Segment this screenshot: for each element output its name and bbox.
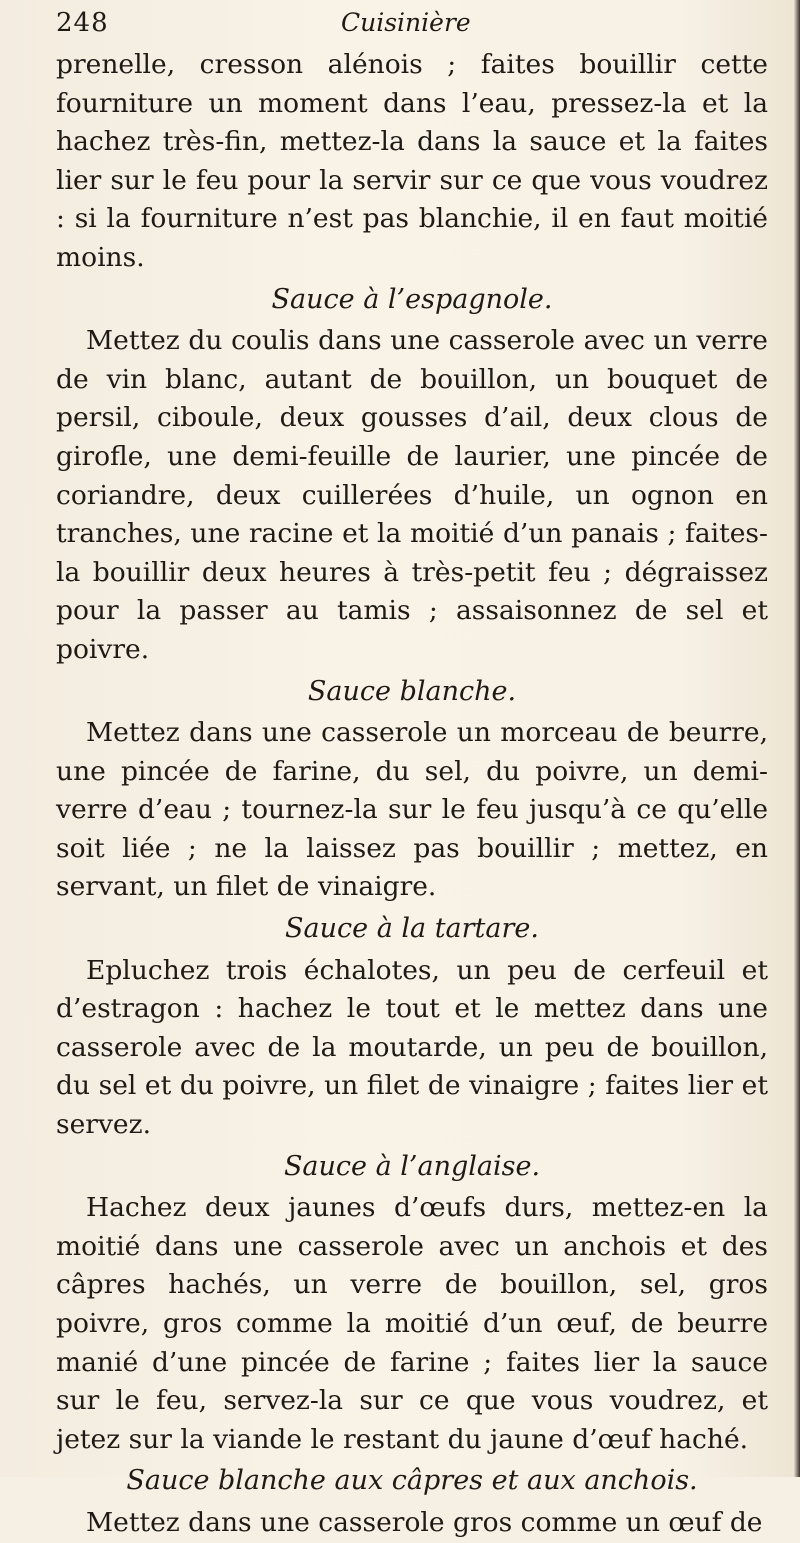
running-title: Cuisinière (341, 8, 471, 37)
continued-paragraph: prenelle, cresson alénois ; faites bouillir cette fourniture un moment dans l’eau, pressez-la et la hachez très-fin, mettez-la dans la sauce et la faites lier sur le feu pour la servir sur ce que vous voudrez : si la fourniture n’est pas blanchie, il en faut moitié moins. (56, 49, 768, 273)
recipe-text-espagnole: Mettez du coulis dans une casserole avec un verre de vin blanc, autant de bouillon, un bouquet de persil, ciboule, deux gousses d’ail, deux clous de girofle, une demi-feuille de laurier, une pincée de coriandre, deux cuillerées d’huile, un ognon en tranches, une racine et la moitié d’un panais ; faites-la bouillir deux heures à très-petit feu ; dégraissez pour la passer au tamis ; assaisonnez de sel et poivre. (56, 325, 768, 665)
page-edge-shadow (794, 0, 800, 1477)
recipe-heading-tartare: Sauce à la tartare. (285, 913, 539, 945)
page-header (56, 8, 756, 42)
recipe-text-blanche: Mettez dans une casserole un morceau de beurre, une pincée de farine, du sel, du poivre, un demi-verre d’eau ; tournez-la sur le feu jusqu’à ce qu’elle soit liée ; ne la laissez pas bouillir ; mettez, en servant, un filet de vinaigre. (56, 717, 768, 903)
recipe-heading-espagnole: Sauce à l’espagnole. (271, 283, 553, 315)
page-number: 248 (56, 8, 109, 38)
recipe-heading-anglaise: Sauce à l’anglaise. (283, 1150, 541, 1182)
page-body (56, 46, 768, 1543)
recipe-heading-blanche: Sauce blanche. (307, 675, 517, 707)
recipe-heading-capres-anchois: Sauce blanche aux câpres et aux anchois. (126, 1465, 698, 1497)
recipe-text-capres-anchois: Mettez dans une casserole gros comme un œuf de (86, 1506, 763, 1538)
recipe-text-anglaise: Hachez deux jaunes d’œufs durs, mettez-en la moitié dans une casserole avec un anchois et des câpres hachés, un verre de bouillon, sel, gros poivre, gros comme la moitié d’un œuf, de beurre manié d’une pincée de farine ; faites lier la sauce sur le feu, servez-la sur ce que vous voudrez, et jetez sur la viande le restant du jaune d’œuf haché. (56, 1192, 768, 1455)
recipe-text-tartare: Epluchez trois échalotes, un peu de cerfeuil et d’estragon : hachez le tout et le mettez dans une casserole avec de la moutarde, un peu de bouillon, du sel et du poivre, un filet de vinaigre ; faites lier et servez. (56, 954, 768, 1141)
